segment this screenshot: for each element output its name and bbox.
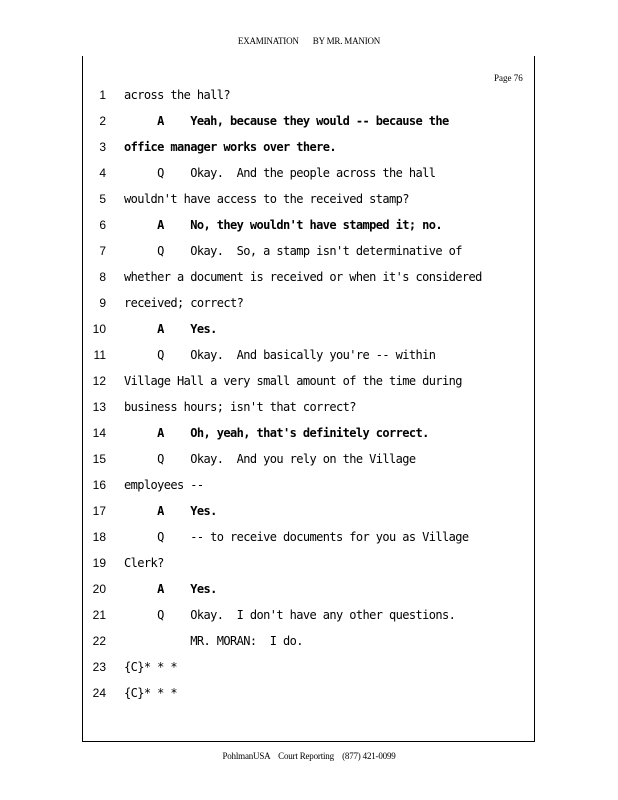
transcript-line: whether a document is received or when it's considered — [124, 270, 482, 284]
transcript-line: Q Okay. And you rely on the Village — [124, 452, 416, 466]
transcript-line: Clerk? — [124, 556, 164, 570]
transcript-line: A Yes. — [124, 582, 217, 596]
footer-service: Court Reporting — [278, 751, 334, 761]
transcript-line: Q Okay. And basically you're -- within — [124, 348, 436, 362]
transcript-line: Village Hall a very small amount of the time during — [124, 374, 462, 388]
transcript-line: Q Okay. So, a stamp isn't determinative of — [124, 244, 462, 258]
line-number: 8 — [99, 270, 106, 284]
transcript-line: A Oh, yeah, that's definitely correct. — [124, 426, 429, 440]
footer-company: PohlmanUSA — [222, 751, 270, 761]
line-number: 21 — [92, 608, 106, 622]
line-number: 15 — [92, 452, 106, 466]
line-number: 7 — [99, 244, 106, 258]
line-number: 4 — [99, 166, 106, 180]
transcript-line: across the hall? — [124, 88, 230, 102]
line-number: 14 — [92, 426, 106, 440]
line-number: 16 — [92, 478, 106, 492]
transcript-line: business hours; isn't that correct? — [124, 400, 356, 414]
transcript-line: Q -- to receive documents for you as Village — [124, 530, 469, 544]
transcript-line: Q Okay. And the people across the hall — [124, 166, 436, 180]
transcript-line: wouldn't have access to the received stamp? — [124, 192, 409, 206]
line-number: 20 — [92, 582, 106, 596]
transcript-line: received; correct? — [124, 296, 244, 310]
line-number: 6 — [99, 218, 106, 232]
line-number: 17 — [92, 504, 106, 518]
line-number: 24 — [92, 686, 106, 700]
transcript-line: MR. MORAN: I do. — [124, 634, 303, 648]
line-number: 1 — [99, 88, 106, 102]
line-number: 19 — [92, 556, 106, 570]
footer-phone: (877) 421-0099 — [342, 751, 396, 761]
line-number: 10 — [92, 322, 106, 336]
page-footer — [0, 751, 618, 761]
page-number: Page 76 — [494, 73, 523, 83]
transcript-line: {C}* * * — [124, 686, 177, 700]
line-number: 9 — [99, 296, 106, 310]
transcript-line: A No, they wouldn't have stamped it; no. — [124, 218, 442, 232]
header-examiner: BY MR. MANION — [312, 36, 381, 46]
transcript-line: employees -- — [124, 478, 204, 492]
transcript-line: A Yes. — [124, 504, 217, 518]
line-number: 18 — [92, 530, 106, 544]
line-number: 13 — [92, 400, 106, 414]
line-number: 2 — [99, 114, 106, 128]
line-number: 5 — [99, 192, 106, 206]
transcript-line: A Yes. — [124, 322, 217, 336]
line-number: 3 — [99, 140, 106, 154]
transcript-line: office manager works over there. — [124, 140, 336, 154]
line-number: 12 — [92, 374, 106, 388]
transcript-line: A Yeah, because they would -- because the — [124, 114, 449, 128]
transcript-line: {C}* * * — [124, 660, 177, 674]
page-header — [0, 36, 618, 46]
line-number: 11 — [93, 348, 106, 362]
header-examination: EXAMINATION — [237, 36, 299, 46]
line-number: 22 — [92, 634, 106, 648]
transcript-line: Q Okay. I don't have any other questions. — [124, 608, 456, 622]
line-number: 23 — [92, 660, 106, 674]
